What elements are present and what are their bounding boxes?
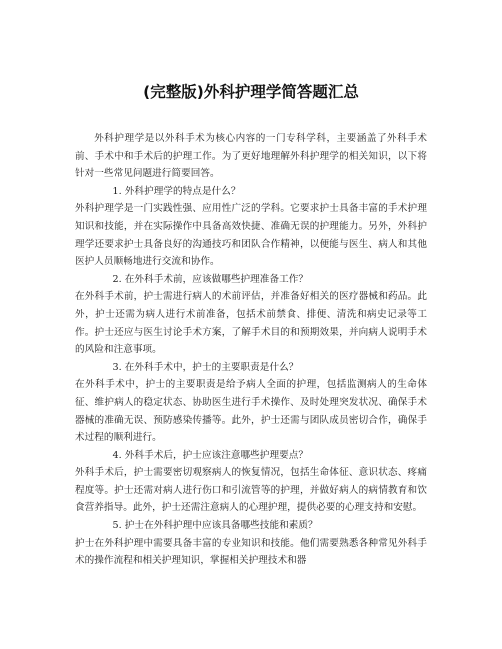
document-title: (完整版)外科护理学简答题汇总 (143, 83, 359, 101)
document-body (75, 130, 427, 570)
question-2: 2. 在外科手术前，应该做哪些护理准备工作？ (112, 273, 309, 285)
question-4: 4. 外科手术后，护士应该注意哪些护理要点？ (112, 449, 309, 461)
answer-2: 在外科手术前，护士需进行病人的术前评估，并准备好相关的医疗器械和药品。此外，护士还需为病人进行术前准备，包括术前禁食、排便、清洗和病史记录等工作。护士还应与医生讨论手术方案，了解手术目的和预期效果，并向病人说明手术的风险和注意事项。 (75, 291, 427, 356)
answer-4: 外科手术后，护士需要密切观察病人的恢复情况，包括生命体征、意识状态、疼痛程度等。护士还需对病人进行伤口和引流管等的护理，并做好病人的病情教育和饮食营养指导。此外，护士还需注意病人的心理护理，提供必要的心理支持和安慰。 (75, 467, 427, 514)
question-1: 1. 外科护理学的特点是什么？ (112, 185, 241, 197)
question-3: 3. 在外科手术中，护士的主要职责是什么？ (112, 361, 299, 373)
answer-1: 外科护理学是一门实践性强、应用性广泛的学科。它要求护士具备丰富的手术护理知识和技能，并在实际操作中具备高效快捷、准确无误的护理能力。另外，外科护理学还要求护士具备良好的沟通技巧和团队合作精神，以便能与医生、病人和其他医护人员顺畅地进行交流和协作。 (75, 203, 427, 268)
answer-5: 护士在外科护理中需要具备丰富的专业知识和技能。他们需要熟悉各种常见外科手术的操作流程和相关护理知识，掌握相关护理技术和器 (75, 537, 427, 567)
answer-3: 在外科手术中，护士的主要职责是给予病人全面的护理，包括监测病人的生命体征、维护病人的稳定状态、协助医生进行手术操作、及时处理突发状况、确保手术器械的准确无误、预防感染传播等。此外，护士还需与团队成员密切合作，确保手术过程的顺利进行。 (75, 379, 427, 444)
intro-paragraph: 外科护理学是以外科手术为核心内容的一门专科学科，主要涵盖了外科手术前、手术中和手术后的护理工作。为了更好地理解外科护理学的相关知识，以下将针对一些常见问题进行简要回答。 (75, 133, 427, 180)
question-5: 5. 护士在外科护理中应该具备哪些技能和素质？ (112, 520, 318, 532)
